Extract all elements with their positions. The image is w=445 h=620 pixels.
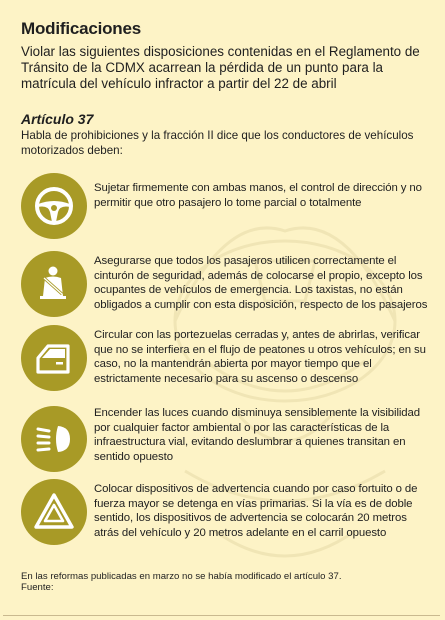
car-door-icon <box>21 325 87 391</box>
seatbelt-icon <box>21 251 87 317</box>
article-intro: Habla de prohibiciones y la fracción II dice que los conductores de vehículos motorizados deben: <box>21 129 414 157</box>
page-subtitle: Violar las siguientes disposiciones contenidas en el Reglamento de Tránsito de la CDMX acarrean la pérdida de un punto para la matrícula del vehículo infractor a partir del 22 de abril <box>21 44 420 91</box>
item-text: Colocar dispositivos de advertencia cuando por caso fortuito o de fuerza mayor se detenga en vías primarias. Si la vía es de doble sentido, los dispositivos de advertencia se colocarán 20 metros atrás del vehículo y 20 metros adelante en el carril opuesto <box>94 483 418 539</box>
footnote: En las reformas publicadas en marzo no se había modificado el artículo 37. <box>21 571 342 582</box>
item-text: Encender las luces cuando disminuya sensiblemente la visibilidad por cualquier factor ambiental o por las características de la infraestructura vial, evitando deslumbrar a quienes transitan en sentido opuesto <box>94 407 421 463</box>
headlight-icon <box>21 406 87 472</box>
item-text: Sujetar firmemente con ambas manos, el control de dirección y no permitir que otro pasajero lo tome parcial o totalmente <box>94 182 422 209</box>
infographic-panel <box>3 3 440 616</box>
page-title: Modificaciones <box>21 19 142 38</box>
steering-wheel-icon <box>21 173 87 239</box>
item-text: Asegurarse que todos los pasajeros utilicen correctamente el cinturón de seguridad, además de colocarse el propio, excepto los ocupantes de vehículos de emergencia. Los taxistas, no están obligados a cumplir con esta disposición, respecto de los pasajeros <box>94 255 428 311</box>
item-text: Circular con las portezuelas cerradas y, antes de abrirlas, verificar que no se interfiera en el flujo de peatones u otros vehículos; en su caso, no la mantendrán abierta por mayor tiempo que el estrictamente necesario para su ascenso o descenso <box>94 329 426 385</box>
warning-triangle-icon <box>21 479 87 545</box>
source-label: Fuente: <box>21 582 54 593</box>
article-title: Artículo 37 <box>21 111 94 127</box>
emblem-watermark-icon <box>115 171 435 611</box>
